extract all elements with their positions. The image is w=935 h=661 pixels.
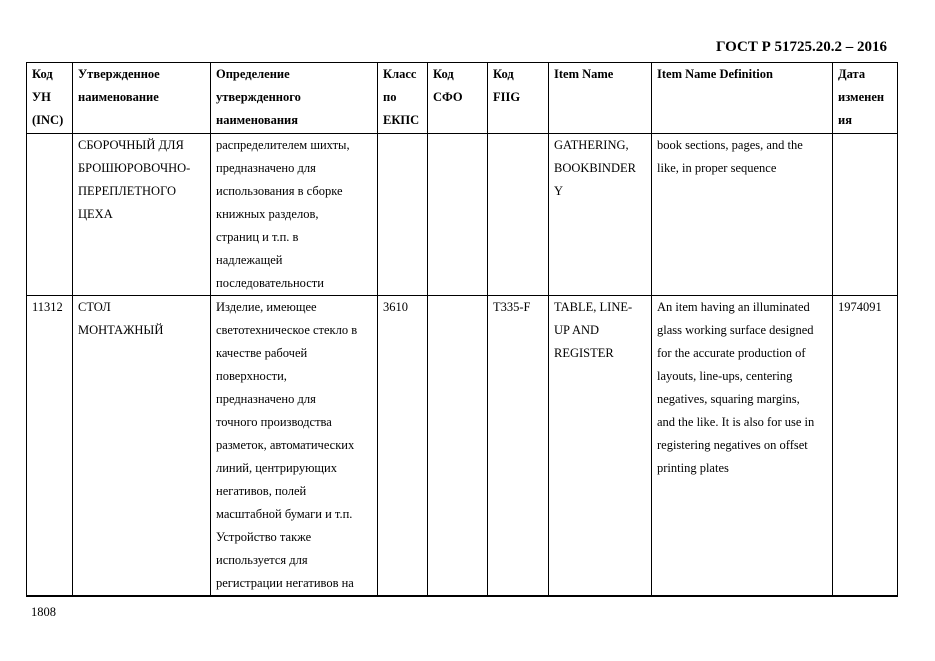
column-header-change-date: Дата изменен ия — [833, 63, 898, 134]
classification-table — [26, 62, 898, 597]
cell-approved-name: СБОРОЧНЫЙ ДЛЯ БРОШЮРОВОЧНО- ПЕРЕПЛЕТНОГО ЦЕХА — [73, 134, 211, 296]
column-header-sfo: Код СФО — [428, 63, 488, 134]
document-header: ГОСТ Р 51725.20.2 – 2016 — [715, 39, 887, 55]
column-header-fiig: Код FIIG — [488, 63, 549, 134]
table-row — [27, 296, 898, 597]
cell-approved-name: СТОЛ МОНТАЖНЫЙ — [73, 296, 211, 597]
column-header-class: Класс по ЕКПС — [378, 63, 428, 134]
cell-inc: 11312 — [27, 296, 73, 597]
column-header-item-name: Item Name — [549, 63, 652, 134]
cell-fiig: T335-F — [488, 296, 549, 597]
column-header-definition: Определение утвержденного наименования — [211, 63, 378, 134]
column-header-item-name-definition: Item Name Definition — [652, 63, 833, 134]
cell-class: 3610 — [378, 296, 428, 597]
cell-item-name: TABLE, LINE- UP AND REGISTER — [549, 296, 652, 597]
cell-change-date: 1974091 — [833, 296, 898, 597]
table-row — [27, 134, 898, 296]
cell-item-name: GATHERING, BOOKBINDER Y — [549, 134, 652, 296]
cell-fiig — [488, 134, 549, 296]
cell-sfo — [428, 134, 488, 296]
cell-inc — [27, 134, 73, 296]
cell-change-date — [833, 134, 898, 296]
cell-class — [378, 134, 428, 296]
cell-definition: Изделие, имеющее светотехническое стекло в качестве рабочей поверхности, предназначено для точного производства разметок, автоматических линий, центрирующих негативов, полей масштабной бумаги и т.п. Устройство также используется для регистрации негативов на — [211, 296, 378, 597]
cell-sfo — [428, 296, 488, 597]
column-header-approved-name: Утвержденное наименование — [73, 63, 211, 134]
cell-item-name-definition: book sections, pages, and the like, in proper sequence — [652, 134, 833, 296]
column-header-inc: Код УН (INC) — [27, 63, 73, 134]
cell-item-name-definition: An item having an illuminated glass working surface designed for the accurate production of layouts, line-ups, centering negatives, squaring margins, and the like. It is also for use in registering negatives on offset printing plates — [652, 296, 833, 597]
cell-definition: распределителем шихты, предназначено для использования в сборке книжных разделов, страниц и т.п. в надлежащей последовательности — [211, 134, 378, 296]
table-header-row — [27, 63, 898, 134]
page-number: 1808 — [31, 605, 56, 619]
